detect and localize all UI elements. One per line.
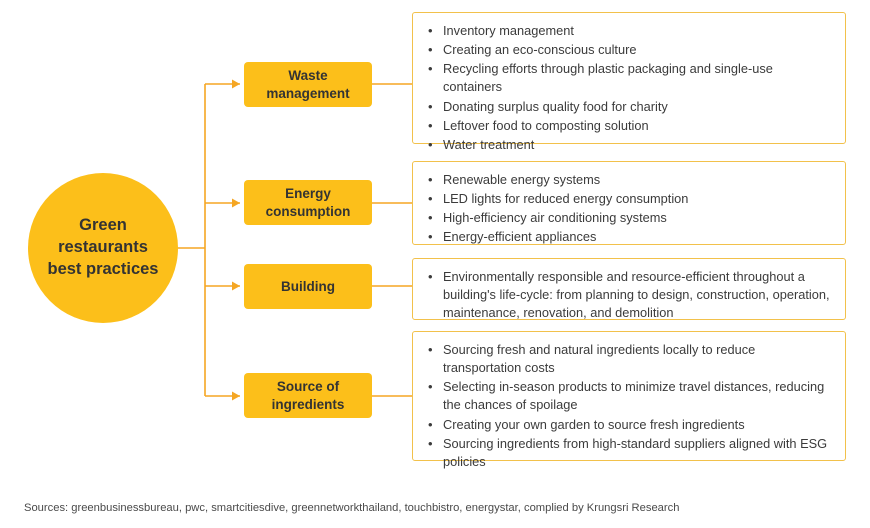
category-box-source-of-ingredients[interactable]: [244, 373, 372, 418]
list-item: • Energy-efficient appliances: [425, 228, 833, 246]
list-item: • LED lights for reduced energy consumption: [425, 190, 833, 208]
detail-panel-energy-consumption: [412, 161, 846, 245]
list-item: • Creating your own garden to source fresh ingredients: [425, 416, 833, 434]
list-item: • High-efficiency air conditioning systems: [425, 209, 833, 227]
sources-footer: Sources: greenbusinessbureau, pwc, smartcitiesdive, greennetworkthailand, touchbistro, energystar, complied by Krungsri Research: [24, 502, 680, 514]
category-label: Building: [281, 278, 335, 294]
category-label: Waste management: [266, 67, 350, 101]
category-label: Energy consumption: [265, 185, 351, 219]
hub-node[interactable]: [28, 173, 178, 323]
list-item: • Leftover food to composting solution: [425, 117, 833, 135]
list-item: • Recycling efforts through plastic packaging and single-use containers: [425, 60, 833, 96]
list-item: • Water treatment: [425, 136, 833, 154]
category-label: Source of ingredients: [271, 378, 345, 412]
list-item: • Creating an eco-conscious culture: [425, 41, 833, 59]
list-item: • Selecting in-season products to minimize travel distances, reducing the chances of spoilage: [425, 378, 833, 414]
detail-panel-source-of-ingredients: [412, 331, 846, 469]
list-item: • Sourcing ingredients from high-standard suppliers aligned with ESG policies: [425, 435, 833, 471]
list-item: • Inventory management: [425, 22, 833, 40]
hub-label: Green restaurants best practices: [47, 216, 159, 278]
detail-panel-building: [412, 258, 846, 320]
list-item: • Renewable energy systems: [425, 171, 833, 189]
list-item: • Environmentally responsible and resource-efficient throughout a building's life-cycle: from planning to design, construction, operation, maintenance, renovation, and demolition: [425, 268, 833, 322]
category-box-building[interactable]: [244, 264, 372, 309]
category-box-energy-consumption[interactable]: [244, 180, 372, 225]
list-item: • Donating surplus quality food for charity: [425, 98, 833, 116]
detail-list: [425, 341, 833, 471]
detail-list: [425, 171, 833, 247]
detail-panel-waste-management: [412, 12, 846, 152]
category-box-waste-management[interactable]: [244, 62, 372, 107]
detail-list: [425, 268, 833, 322]
list-item: • Sourcing fresh and natural ingredients locally to reduce transportation costs: [425, 341, 833, 377]
detail-list: [425, 22, 833, 154]
